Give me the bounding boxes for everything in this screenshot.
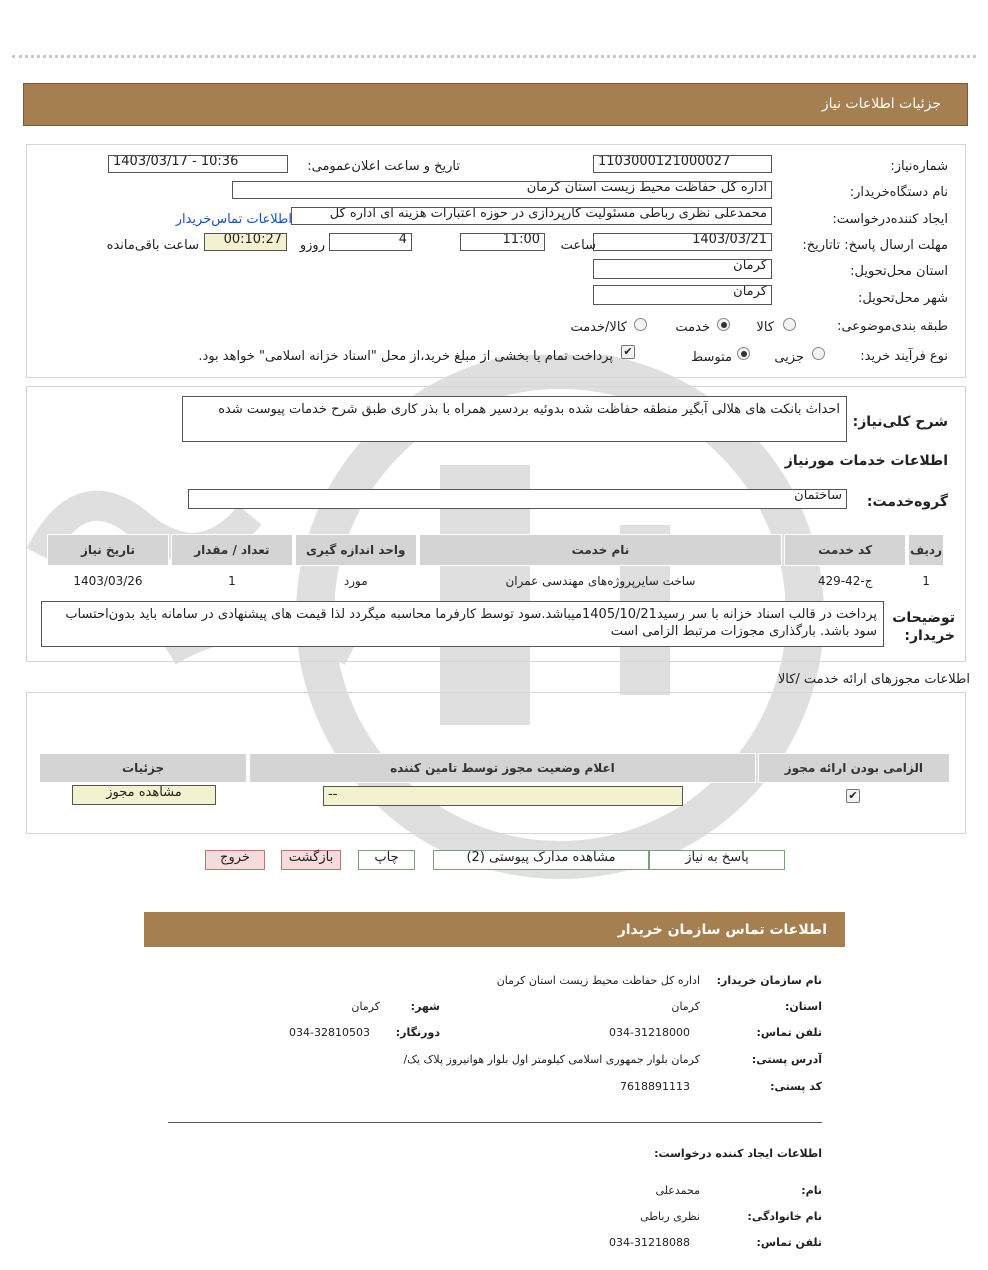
creator-name-label: نام:	[801, 1184, 822, 1197]
deadline-time-field: 11:00	[460, 233, 545, 251]
contact-city-value: کرمان	[351, 1000, 380, 1013]
contact-fax-label: دورنگار:	[395, 1026, 440, 1039]
process-label: نوع فرآیند خرید:	[860, 349, 948, 364]
contact-title: اطلاعات تماس سازمان خریدار	[617, 922, 827, 938]
need-number-field: 1103000121000027	[593, 155, 772, 173]
category-option-service: خدمت	[675, 320, 710, 335]
category-radio-service[interactable]	[717, 318, 730, 331]
col-quantity: تعداد / مقدار	[171, 534, 293, 566]
col-permit-details: جزئیات	[39, 753, 247, 783]
announce-field: 1403/03/17 - 10:36	[108, 155, 288, 173]
deadline-date-field: 1403/03/21	[593, 233, 772, 251]
description-text: احداث بانکت های هلالی آبگیر منطقه حفاظت شده بدوئیه بردسیر همراه با بذر کاری طبق شرح خدمات پیوست شده	[218, 402, 840, 417]
creator-family-label: نام خانوادگی:	[747, 1210, 822, 1223]
buyer-notes-field	[41, 601, 884, 647]
cell-code: ج-42-429	[817, 574, 873, 588]
permit-required-checkbox[interactable]: ✔	[846, 789, 860, 803]
treasury-checkbox[interactable]: ✔	[621, 345, 635, 359]
col-unit: واحد اندازه گیری	[295, 534, 417, 566]
table-row	[47, 568, 944, 594]
contact-divider	[168, 1122, 822, 1123]
process-radio-minor[interactable]	[812, 347, 825, 360]
view-docs-button[interactable]: مشاهده مدارک پیوستی (2)	[433, 850, 649, 870]
contact-phone-value: 034-31218000	[609, 1026, 690, 1039]
creator-family-value: نظری رباطی	[640, 1210, 700, 1223]
treasury-note: پرداخت تمام یا بخشی از مبلغ خرید،از محل "اسناد خزانه اسلامی" خواهد بود.	[198, 349, 613, 364]
need-info-panel	[26, 144, 966, 378]
contact-province-label: استان:	[785, 1000, 822, 1013]
col-permit-required: الزامی بودن ارائه مجوز	[758, 753, 950, 783]
creator-name-value: محمدعلی	[655, 1184, 700, 1197]
services-heading: اطلاعات خدمات مورنیاز	[784, 453, 948, 469]
cell-quantity: 1	[228, 574, 236, 588]
announce-label: تاریخ و ساعت اعلان‌عمومی:	[307, 159, 460, 174]
permit-status-field[interactable]: --	[323, 786, 683, 806]
process-radio-medium[interactable]	[737, 347, 750, 360]
permits-heading: اطلاعات مجوزهای ارائه خدمت /کالا	[777, 672, 970, 687]
province-label: استان محل‌تحویل:	[850, 264, 948, 279]
category-option-goods-service: کالا/خدمت	[570, 320, 627, 335]
description-field	[182, 396, 847, 442]
description-label: شرح کلی‌نیاز:	[852, 414, 948, 430]
print-button[interactable]: چاپ	[358, 850, 415, 870]
contact-header	[144, 912, 845, 947]
category-radio-goods-service[interactable]	[634, 318, 647, 331]
contact-address-label: آدرس پستی:	[751, 1053, 822, 1066]
contact-address-value: کرمان بلوار جمهوری اسلامی کیلومتر اول بلوار هوانیروز پلاک یک/	[403, 1053, 700, 1066]
remaining-label: ساعت باقی‌مانده	[106, 238, 199, 253]
category-label: طبقه بندی‌موضوعی:	[837, 319, 948, 334]
buyer-org-label: نام دستگاه‌خریدار:	[849, 185, 948, 200]
category-option-goods: کالا	[756, 320, 774, 335]
col-date: تاریخ نیاز	[47, 534, 169, 566]
deadline-label: مهلت ارسال پاسخ: تاتاریخ:	[802, 238, 948, 253]
creator-phone-label: تلفن تماس:	[756, 1236, 822, 1249]
province-field: کرمان	[593, 259, 772, 279]
service-group-label: گروه‌خدمت:	[866, 494, 948, 510]
service-group-field: ساختمان	[188, 489, 847, 509]
page-header	[23, 83, 968, 126]
col-row: ردیف	[908, 534, 944, 566]
contact-org-value: اداره کل حفاظت محیط زیست استان کرمان	[496, 974, 700, 987]
creator-label: ایجاد کننده‌درخواست:	[832, 212, 948, 227]
buyer-notes-label-text: توضیحات خریدار:	[892, 610, 955, 644]
process-option-minor: جزیی	[774, 350, 804, 365]
col-permit-status: اعلام وضعیت مجوز توسط تامین کننده	[249, 753, 756, 783]
contact-city-label: شهر:	[410, 1000, 440, 1013]
contact-postal-value: 7618891113	[620, 1080, 690, 1093]
cell-name: ساخت سایرپروژه‌های مهندسی عمران	[505, 574, 696, 588]
cell-row: 1	[922, 574, 930, 588]
reply-button[interactable]: پاسخ به نیاز	[649, 850, 785, 870]
remaining-time-field: 00:10:27	[204, 233, 287, 251]
contact-fax-value: 034-32810503	[289, 1026, 370, 1039]
cell-date: 1403/03/26	[73, 574, 143, 588]
days-field: 4	[329, 233, 412, 251]
hour-label: ساعت	[560, 238, 596, 253]
contact-org-label: نام سازمان خریدار:	[716, 974, 822, 987]
top-dotted-divider	[12, 55, 976, 58]
process-option-medium: متوسط	[691, 350, 732, 365]
services-table	[45, 532, 946, 596]
page-title: جزئیات اطلاعات نیاز	[821, 96, 941, 112]
permits-table-header	[39, 753, 950, 783]
creator-field: محمدعلی نظری رباطی مسئولیت کارپردازی در حوزه اعتبارات هزینه ای اداره کل	[291, 207, 772, 225]
col-code: کد خدمت	[784, 534, 906, 566]
exit-button[interactable]: خروج	[205, 850, 265, 870]
category-radio-goods[interactable]	[783, 318, 796, 331]
contact-info-link[interactable]: اطلاعات تماس‌خریدار	[175, 212, 292, 227]
creator-heading: اطلاعات ایجاد کننده درخواست:	[654, 1147, 822, 1160]
city-field: کرمان	[593, 285, 772, 305]
days-label: روزو	[299, 238, 325, 253]
buyer-notes-label	[892, 609, 955, 645]
need-number-label: شماره‌نیاز:	[890, 159, 948, 174]
city-label: شهر محل‌تحویل:	[858, 291, 948, 306]
contact-phone-label: تلفن تماس:	[756, 1026, 822, 1039]
cell-unit: مورد	[343, 574, 368, 588]
contact-postal-label: کد پستی:	[770, 1080, 822, 1093]
buyer-org-field: اداره کل حفاظت محیط زیست استان کرمان	[232, 181, 772, 199]
back-button[interactable]: بازگشت	[281, 850, 341, 870]
col-name: نام خدمت	[419, 534, 783, 566]
services-table-header	[47, 534, 944, 566]
view-permit-button[interactable]: مشاهده مجوز	[72, 785, 216, 805]
buyer-notes-text: پرداخت در قالب اسناد خزانه با سر رسید1405/10/21میباشد.سود توسط کارفرما محاسبه میگردد لذا قیمت های پیشنهادی در سامانه باید بدون‌احتساب سود باشد. بارگذاری مجوزات مرتبط الزامی است	[65, 607, 877, 639]
creator-phone-value: 034-31218088	[609, 1236, 690, 1249]
contact-province-value: کرمان	[671, 1000, 700, 1013]
